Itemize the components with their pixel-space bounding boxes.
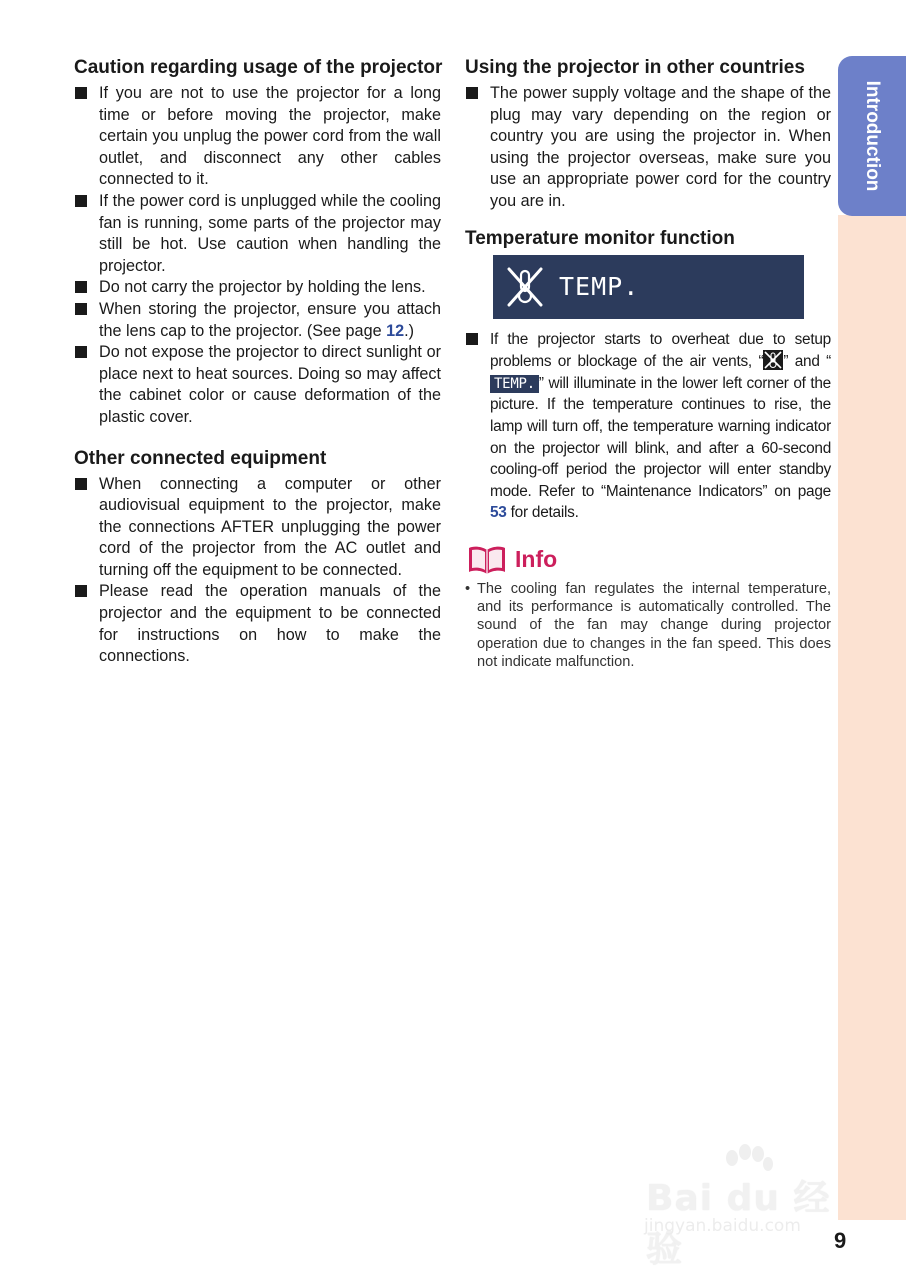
list-item: The power supply voltage and the shape of the plug may vary depending on the region or country you are using the projector in. When using the projector overseas, make sure you use an appropriate power cord for the country you are in. (465, 83, 831, 213)
right-column (465, 56, 831, 671)
bullet-dot: • (465, 580, 471, 597)
open-book-icon (467, 544, 507, 576)
other-equipment-heading: Other connected equipment (74, 447, 327, 469)
info-note (465, 580, 831, 671)
other-countries-list (465, 83, 831, 213)
temp-text-part4: for details. (506, 504, 579, 522)
temp-warning-banner (493, 255, 804, 319)
caution-list (74, 83, 441, 429)
info-label: Info (515, 546, 558, 573)
lens-cap-end: .) (404, 321, 414, 340)
list-item: If the power cord is unplugged while the cooling fan is running, some parts of the projector may still be hot. Use caution when handling the projector. (74, 191, 441, 277)
thermometer-fan-icon (763, 350, 783, 370)
info-header (467, 544, 831, 576)
info-note-text: The cooling fan regulates the internal temperature, and its performance is automatically controlled. The sound of the fan may change during projector operation due to changes in the fan speed. This does not indicate malfunction. (477, 580, 831, 670)
caution-heading: Caution regarding usage of the projector (74, 57, 443, 78)
list-item (465, 329, 831, 524)
list-item: If you are not to use the projector for a long time or before moving the projector, make certain you unplug the power cord from the wall outlet, and disconnect any other cables connected to it. (74, 83, 441, 191)
side-color-strip (838, 215, 906, 1220)
watermark (636, 1144, 856, 1270)
temp-text-part1: If the projector starts to overheat due to setup problems or blockage of the air vents, “ (490, 330, 831, 371)
temp-text-part3: ” will illuminate in the lower left corner of the picture. If the temperature continues to rise, the lamp will turn off, the temperature warning indicator on the projector will blink, and after a 60-second cooling-off period the projector will enter standby mode. Refer to “Maintenance Indicators” on page (490, 374, 831, 500)
section-tab-introduction[interactable] (838, 56, 906, 216)
watermark-brand: Bai du 经验 (646, 1178, 831, 1270)
watermark-url: jingyan.baidu.com (644, 1216, 801, 1236)
list-item (74, 299, 441, 342)
temperature-heading: Temperature monitor function (465, 227, 735, 249)
page-reference-link[interactable]: 53 (490, 504, 507, 522)
list-item: Please read the operation manuals of the projector and the equipment to be connected for instructions on how to make the connections. (74, 581, 441, 667)
page-number: 9 (834, 1228, 847, 1253)
temp-text-part2: ” and “ (783, 353, 831, 371)
thermometer-fan-icon (505, 265, 545, 309)
list-item: Do not expose the projector to direct sunlight or place next to heat sources. Doing so may affect the cabinet color or cause deformation of the plastic cover. (74, 342, 441, 428)
temp-banner-text: TEMP. (559, 272, 640, 302)
list-item: When connecting a computer or other audiovisual equipment to the projector, make the connections AFTER unplugging the power cord of the projector from the AC outlet and turning off the equipment to be connected. (74, 474, 441, 582)
other-countries-heading: Using the projector in other countries (465, 57, 805, 78)
left-column (74, 56, 441, 668)
section-tab-label: Introduction (862, 80, 883, 192)
temperature-list (465, 329, 831, 524)
other-equipment-list (74, 474, 441, 668)
temp-inline-badge: TEMP. (490, 375, 539, 393)
list-item: Do not carry the projector by holding the lens. (74, 277, 441, 299)
page-reference-link[interactable]: 12 (386, 321, 405, 340)
lens-cap-text: When storing the projector, ensure you attach the lens cap to the projector. (See page (99, 299, 441, 340)
